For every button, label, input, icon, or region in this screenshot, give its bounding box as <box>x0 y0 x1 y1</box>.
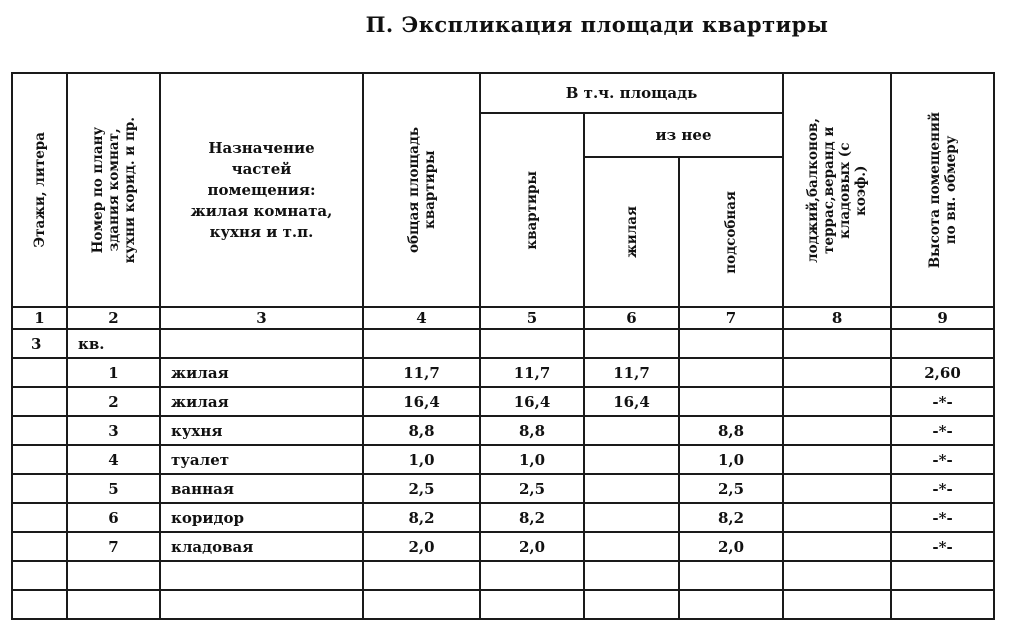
room-height: -*- <box>891 532 994 561</box>
living-area <box>584 503 679 532</box>
total-area: 2,5 <box>363 474 480 503</box>
living-area <box>584 416 679 445</box>
apartment-area: 8,8 <box>480 416 584 445</box>
loggia-area <box>783 387 891 416</box>
header-apartment: квартиры <box>480 113 584 307</box>
room-name: коридор <box>160 503 363 532</box>
room-number: 3 <box>67 416 160 445</box>
room-rows <box>12 358 994 561</box>
auxiliary-area: 8,8 <box>679 416 783 445</box>
header-room-number: Номер по плану здания комнат, кухни корид. и пр. <box>67 73 160 307</box>
apartment-area: 8,2 <box>480 503 584 532</box>
loggia-area <box>783 532 891 561</box>
room-number: 6 <box>67 503 160 532</box>
room-number: 1 <box>67 358 160 387</box>
auxiliary-area <box>679 358 783 387</box>
header-auxiliary: подсобная <box>679 157 783 307</box>
header-loggia: лоджий,балконов, террас,веранд и кладовых (с коэф.) <box>783 73 891 307</box>
column-number-row <box>12 307 994 329</box>
floor-label: кв. <box>67 329 160 358</box>
header-height: Высота помещений по вн. обмеру <box>891 73 994 307</box>
room-height: -*- <box>891 416 994 445</box>
col-number: 7 <box>679 307 783 329</box>
empty-row <box>12 561 994 590</box>
living-area: 16,4 <box>584 387 679 416</box>
total-area: 8,2 <box>363 503 480 532</box>
room-height: -*- <box>891 503 994 532</box>
table-row <box>12 416 994 445</box>
apartment-area: 1,0 <box>480 445 584 474</box>
room-name: кухня <box>160 416 363 445</box>
living-area <box>584 474 679 503</box>
apartment-area: 2,0 <box>480 532 584 561</box>
floor-cell <box>12 387 67 416</box>
loggia-area <box>783 474 891 503</box>
auxiliary-area <box>679 387 783 416</box>
apartment-area: 2,5 <box>480 474 584 503</box>
col-number: 2 <box>67 307 160 329</box>
header-including-area: В т.ч. площадь <box>480 73 783 113</box>
auxiliary-area: 2,0 <box>679 532 783 561</box>
table-row <box>12 532 994 561</box>
table-row <box>12 387 994 416</box>
col-number: 5 <box>480 307 584 329</box>
room-height: -*- <box>891 445 994 474</box>
document-title: П. Экспликация площади квартиры <box>365 12 829 37</box>
header-purpose: Назначение частей помещения: жилая комната, кухня и т.п. <box>160 73 363 307</box>
col-number: 3 <box>160 307 363 329</box>
room-name: кладовая <box>160 532 363 561</box>
floor-cell <box>12 474 67 503</box>
room-number: 4 <box>67 445 160 474</box>
floor-row <box>12 329 994 358</box>
living-area <box>584 445 679 474</box>
loggia-area <box>783 358 891 387</box>
header-row-1 <box>12 73 994 113</box>
table-row <box>12 474 994 503</box>
header-total-area: общая площадь квартиры <box>363 73 480 307</box>
apartment-area: 16,4 <box>480 387 584 416</box>
apartment-area: 11,7 <box>480 358 584 387</box>
empty-row <box>12 590 994 619</box>
auxiliary-area: 8,2 <box>679 503 783 532</box>
table-row <box>12 445 994 474</box>
room-number: 5 <box>67 474 160 503</box>
room-name: жилая <box>160 387 363 416</box>
col-number: 4 <box>363 307 480 329</box>
room-name: ванная <box>160 474 363 503</box>
total-area: 11,7 <box>363 358 480 387</box>
room-height: -*- <box>891 387 994 416</box>
table-row <box>12 358 994 387</box>
auxiliary-area: 1,0 <box>679 445 783 474</box>
living-area: 11,7 <box>584 358 679 387</box>
header-of-which: из нее <box>584 113 783 157</box>
floor-cell <box>12 532 67 561</box>
auxiliary-area: 2,5 <box>679 474 783 503</box>
room-number: 2 <box>67 387 160 416</box>
room-number: 7 <box>67 532 160 561</box>
col-number: 1 <box>12 307 67 329</box>
floor-cell <box>12 445 67 474</box>
room-name: туалет <box>160 445 363 474</box>
total-area: 16,4 <box>363 387 480 416</box>
room-height: -*- <box>891 474 994 503</box>
floor-cell <box>12 358 67 387</box>
floor-number: 3 <box>12 329 67 358</box>
col-number: 9 <box>891 307 994 329</box>
total-area: 8,8 <box>363 416 480 445</box>
header-living: жилая <box>584 157 679 307</box>
loggia-area <box>783 416 891 445</box>
col-number: 6 <box>584 307 679 329</box>
total-area: 2,0 <box>363 532 480 561</box>
loggia-area <box>783 503 891 532</box>
explication-table <box>11 72 995 620</box>
col-number: 8 <box>783 307 891 329</box>
table-row <box>12 503 994 532</box>
room-name: жилая <box>160 358 363 387</box>
loggia-area <box>783 445 891 474</box>
living-area <box>584 532 679 561</box>
total-area: 1,0 <box>363 445 480 474</box>
floor-cell <box>12 416 67 445</box>
header-floor: Этажи, литера <box>12 73 67 307</box>
floor-cell <box>12 503 67 532</box>
room-height: 2,60 <box>891 358 994 387</box>
